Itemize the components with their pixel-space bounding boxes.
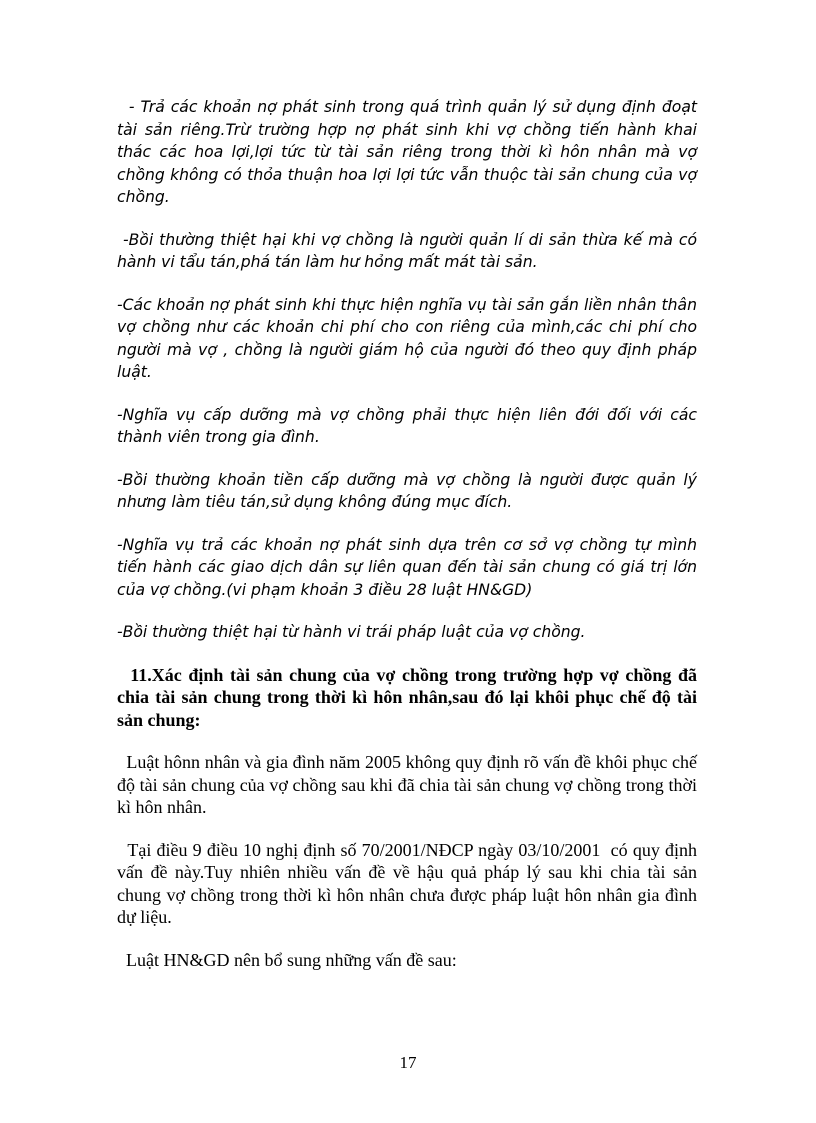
- paragraph-recommendation: Luật HN&GD nên bổ sung những vấn đề sau:: [117, 949, 457, 970]
- paragraph-civil-transactions: -Nghĩa vụ trả các khoản nợ phát sinh dựa trên cơ sở vợ chồng tự mình tiến hành các giao dịch dân sự liên quan đến tài sản chung có giá trị lớn của vợ chồng.(vi phạm khoản 3 điều 28 luật HN&GD): [117, 535, 702, 599]
- paragraph-inheritance-damage: -Bồi thường thiệt hại khi vợ chồng là người quản lí di sản thừa kế mà có hành vi tẩu tán,phá tán làm hư hỏng mất mát tài sản.: [117, 230, 702, 271]
- paragraph-unlawful-acts: -Bồi thường thiệt hại từ hành vi trái pháp luật của vợ chồng.: [117, 623, 586, 641]
- section-heading-11: 11.Xác định tài sản chung của vợ chồng trong trường hợp vợ chồng đã chia tài sản chung trong thời kì hôn nhân,sau đó lại khôi phục chế độ tài sản chung:: [117, 664, 702, 730]
- paragraph-personal-obligations: -Các khoản nợ phát sinh khi thực hiện nghĩa vụ tài sản gắn liền nhân thân vợ chồng như các khoản chi phí cho con riêng của mình,các chi phí cho người mà vợ , chồng là người giám hộ của người đó theo quy định pháp luật.: [117, 295, 702, 381]
- page-number: 17: [399, 1053, 417, 1072]
- paragraph-law-2005: Luật hônn nhân và gia đình năm 2005 không quy định rõ vấn đề khôi phục chế độ tài sản chung của vợ chồng sau khi đã chia tài sản chung vợ chồng trong thời kì hôn nhân.: [117, 752, 702, 817]
- paragraph-support-obligation: -Nghĩa vụ cấp dưỡng mà vợ chồng phải thực hiện liên đới đối với các thành viên trong gia đình.: [117, 405, 702, 446]
- paragraph-debt-own-property: - Trả các khoản nợ phát sinh trong quá trình quản lý sử dụng định đoạt tài sản riêng.Trừ trường hợp nợ phát sinh khi vợ chồng tiến hành khai thác các hoa lợi,lợi tức từ tài sản riêng trong thời kì hôn nhân mà vợ chồng không có thỏa thuận hoa lợi lợi tức vẫn thuộc tài sản chung của vợ chồng.: [117, 98, 702, 206]
- paragraph-support-misuse: -Bồi thường khoản tiền cấp dưỡng mà vợ chồng là người được quản lý nhưng làm tiêu tán,sử dụng không đúng mục đích.: [117, 470, 702, 511]
- document-page: [117, 96, 702, 971]
- paragraph-decree-70: Tại điều 9 điều 10 nghị định số 70/2001/NĐCP ngày 03/10/2001 có quy định vấn đề này.Tuy nhiên nhiều vấn đề về hậu quả pháp lý sau khi chia tài sản chung vợ chồng trong thời kì hôn nhân chưa được pháp luật hôn nhân gia đình dự liệu.: [117, 839, 702, 927]
